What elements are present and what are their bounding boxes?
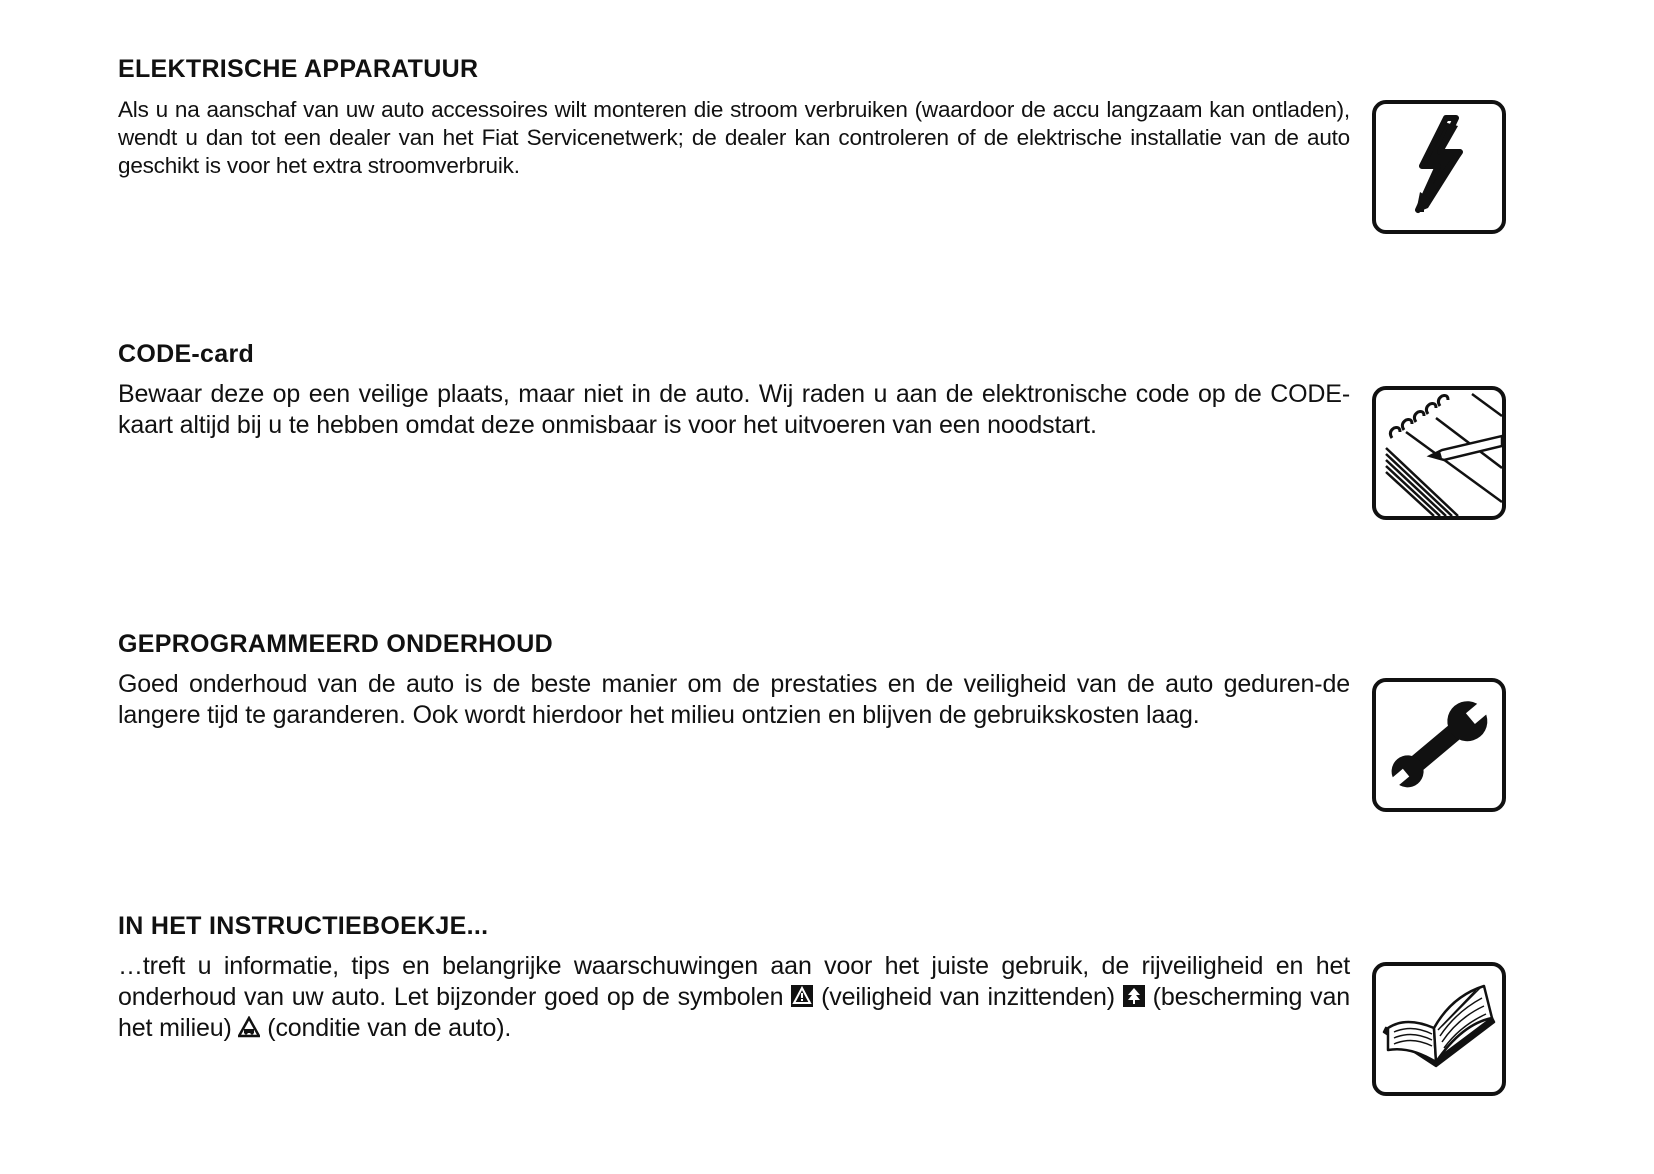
environment-protection-symbol-icon (1123, 985, 1145, 1007)
notepad-pencil-icon (1376, 390, 1502, 516)
maintenance-symbol-box (1372, 678, 1506, 812)
section-elektrische-apparatuur (118, 55, 1350, 180)
section-code-card (118, 340, 1350, 441)
section-text: Bewaar deze op een veilige plaats, maar niet in de auto. Wij raden u aan de elektronische code op de CODE-kaart altijd bij u te hebben omdat deze onmisbaar is voor het uitvoeren van een noodstart. (118, 380, 1350, 439)
section-geprogrammeerd-onderhoud (118, 630, 1350, 731)
occupant-safety-symbol-icon (791, 985, 813, 1007)
section-text-part4: (conditie van de auto). (267, 1014, 512, 1042)
section-text-part3: (bescherming van het milieu) (118, 983, 1351, 1042)
section-heading: CODE-card (118, 340, 255, 368)
vehicle-condition-symbol-icon (238, 1016, 260, 1038)
electrical-symbol-box (1372, 100, 1506, 234)
wrench-icon (1376, 682, 1502, 808)
section-text (118, 951, 1350, 1044)
section-text: Goed onderhoud van de auto is de beste manier om de prestaties en de veiligheid van de auto geduren-de langere tijd te garanderen. Ook wordt hierdoor het milieu ontzien en blijven de gebruikskosten laag. (118, 670, 1350, 729)
section-text-part2: (veiligheid van inzittenden) (821, 983, 1115, 1011)
code-card-symbol-box (1372, 386, 1506, 520)
section-text-part1: …treft u informatie, tips en belangrijke waarschuwingen aan voor het juiste gebruik, de rijveiligheid en het onderhoud van uw auto. Let bijzonder goed op de symbolen (118, 952, 1350, 1011)
section-text: Als u na aanschaf van uw auto accessoires wilt monteren die stroom verbruiken (waardoor de accu langzaam kan ontladen), wendt u dan tot een dealer van het Fiat Servicenetwerk; de dealer kan controleren of de elektrische installatie van de auto geschikt is voor het extra stroomverbruik. (118, 97, 1350, 178)
section-instructieboekje (118, 912, 1350, 1044)
section-heading: ELEKTRISCHE APPARATUUR (118, 55, 479, 83)
section-heading: GEPROGRAMMEERD ONDERHOUD (118, 630, 553, 658)
manual-symbol-box (1372, 962, 1506, 1096)
open-book-icon (1376, 966, 1502, 1092)
lightning-bolt-icon (1376, 104, 1502, 230)
section-heading: IN HET INSTRUCTIEBOEKJE... (118, 912, 489, 940)
